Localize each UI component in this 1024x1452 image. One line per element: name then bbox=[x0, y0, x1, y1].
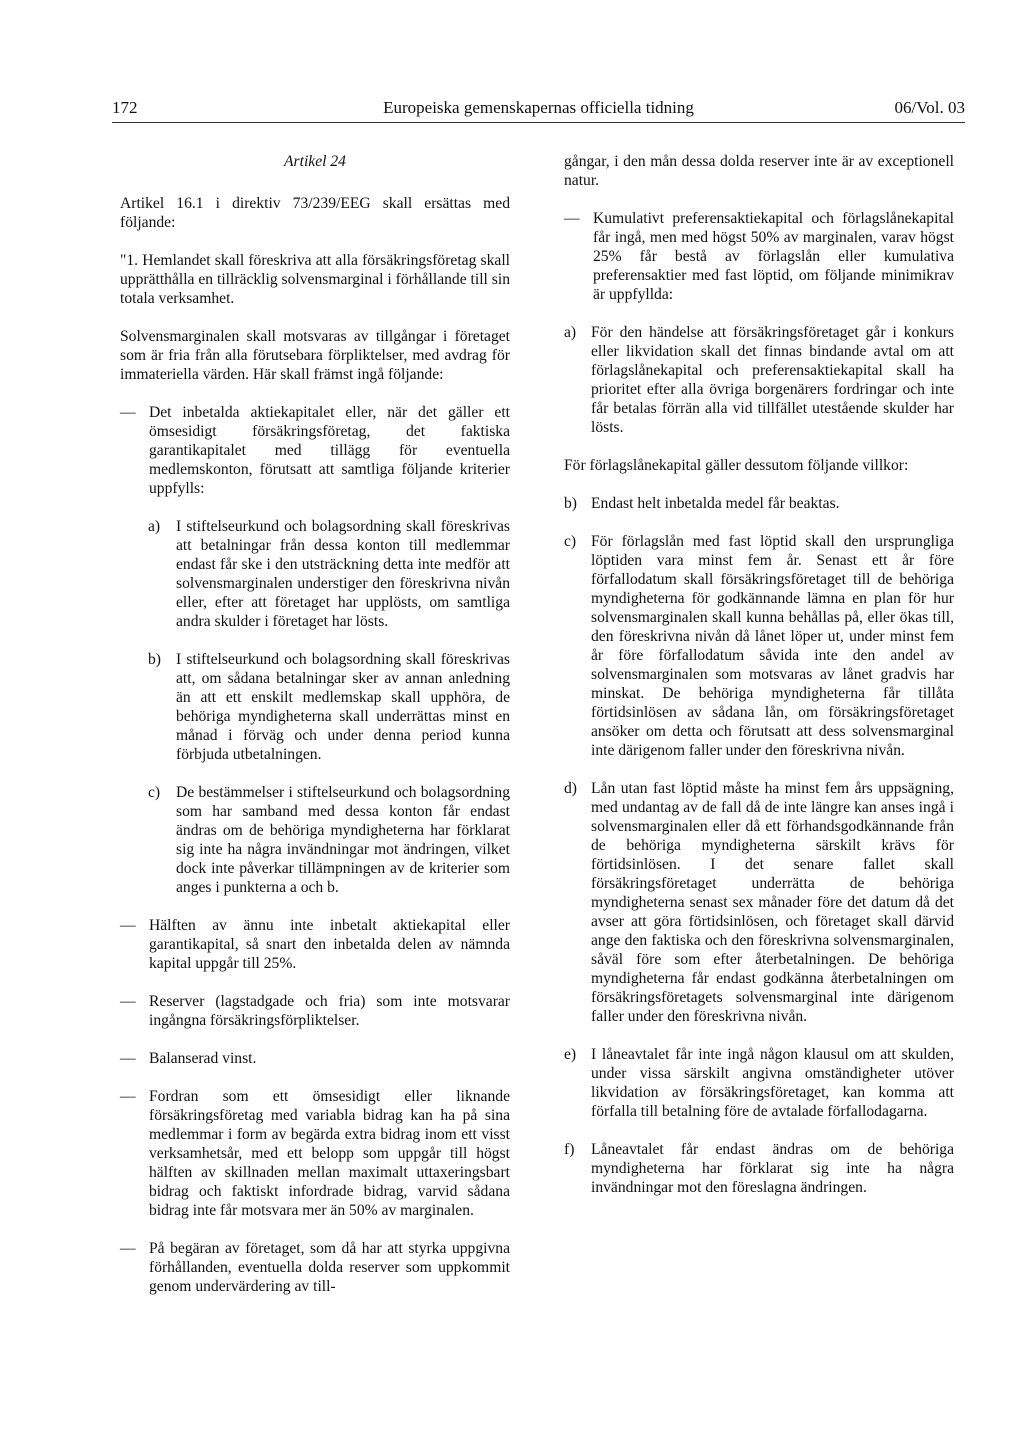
paragraph-2: Solvensmarginalen skall motsvaras av tillgångar i företaget som är fria från alla förutsebara förpliktelser, med avdrag för immateriella värden. Här skall främst ingå följande: bbox=[120, 328, 510, 383]
dash-marker: — bbox=[564, 210, 580, 227]
condition-text: I låneavtalet får inte ingå någon klausul om att skulden, under vissa särskilt angivna omständigheter utöver likvidation av försäkringsföretaget, kan komma att förfalla till betalning före de avtalade förfallodagarna. bbox=[591, 1046, 954, 1120]
condition-text: Endast helt inbetalda medel får beaktas. bbox=[591, 495, 840, 512]
journal-title: Europeiska gemenskapernas officiella tidning bbox=[383, 98, 694, 117]
list-item bbox=[120, 916, 510, 973]
list-item-text: Balanserad vinst. bbox=[149, 1050, 257, 1067]
condition-text: Lån utan fast löptid måste ha minst fem års uppsägning, med undantag av de fall då de inte längre kan anses ingå i solvensmarginalen eller då ett förhandsgodkännande från de behöriga myndigheterna särskilt krävs för förtidsinlösen. I det senare fallet skall försäkringsföretaget underrätta de behöriga myndigheterna senast sex månader före det datum då det avser att göra förtidsinlösen, och företaget skall därvid ange den faktiska och den föreskrivna solvensmarginalen, såväl före som efter återbetalningen. De behöriga myndigheterna får endast godkänna återbetalningen om försäkringsföretagets solvensmarginal inte därigenom faller under den föreskrivna nivån. bbox=[591, 780, 954, 1025]
condition-c bbox=[564, 532, 954, 760]
dash-marker: — bbox=[120, 1050, 136, 1067]
list-item bbox=[120, 992, 510, 1030]
sub-item-text: I stiftelseurkund och bolagsordning skall föreskrivas att, om sådana betalningar sker av annan anledning än att ett enskilt medlemskap skall upphöra, de behöriga myndigheterna skall underrättas minst en månad i förväg och under denna period kunna förbjuda utbetalningen. bbox=[176, 651, 510, 763]
sub-item-b bbox=[120, 650, 510, 764]
issue-number: 06/Vol. 03 bbox=[894, 98, 965, 117]
list-item bbox=[120, 403, 510, 498]
sub-item-label: a) bbox=[148, 518, 161, 535]
list-item-text: Kumulativt preferensaktiekapital och förlagslånekapital får ingå, men med högst 50% av marginalen, varav högst 25% får bestå av förlagslån eller kumulativa preferensaktier med fast löptid, om följande minimikrav är uppfyllda: bbox=[593, 210, 954, 303]
condition-label: c) bbox=[564, 533, 577, 550]
sub-item-text: I stiftelseurkund och bolagsordning skall föreskrivas att betalningar från dessa konton till medlemmar endast får ske i den utsträckning detta inte medför att solvensmarginalen understiger den föreskrivna nivån eller, efter att företaget har upplösts, om samtliga andra skulder i företaget har lösts. bbox=[176, 518, 510, 630]
article-heading: Artikel 24 bbox=[284, 153, 346, 170]
list-item-text: Reserver (lagstadgade och fria) som inte motsvarar ingångna försäkringsförpliktelser. bbox=[149, 993, 510, 1029]
sub-item-text: De bestämmelser i stiftelseurkund och bolagsordning som har samband med dessa konton får endast ändras om de behöriga myndigheterna har förklarat sig inte ha några invändningar mot ändringen, vilket dock inte påverkar tillämpningen av de kriterier som anges i punkterna a och b. bbox=[176, 784, 510, 896]
sub-item-label: b) bbox=[148, 651, 161, 668]
condition-e bbox=[564, 1045, 954, 1121]
condition-label: f) bbox=[564, 1141, 575, 1158]
condition-a bbox=[564, 323, 954, 437]
list-item bbox=[120, 1087, 510, 1220]
condition-label: d) bbox=[564, 780, 577, 797]
condition-text: Låneavtalet får endast ändras om de behöriga myndigheterna har förklarat sig inte ha några invändningar mot den föreslagna ändringen. bbox=[591, 1141, 954, 1196]
condition-text: För den händelse att försäkringsföretaget går i konkurs eller likvidation skall det finnas bindande avtal om att förlagslånekapital och preferensaktiekapital skall ha prioritet efter alla övriga borgenärers fordringar och inte får betalas förrän alla vid tillfället utestående skulder har lösts. bbox=[591, 324, 954, 436]
condition-d bbox=[564, 779, 954, 1026]
condition-label: a) bbox=[564, 324, 577, 341]
list-item-text: Det inbetalda aktiekapitalet eller, när det gäller ett ömsesidigt försäkringsföretag, det faktiska garantikapitalet med tillägg för eventuella medlemskonton, förutsatt att samtliga följande kriterier uppfylls: bbox=[149, 404, 510, 497]
page-number: 172 bbox=[112, 98, 138, 117]
list-item bbox=[120, 1049, 510, 1068]
dash-marker: — bbox=[120, 993, 136, 1010]
article-intro: Artikel 16.1 i direktiv 73/239/EEG skall ersättas med följande: bbox=[120, 195, 510, 231]
dash-marker: — bbox=[120, 1088, 136, 1105]
condition-label: b) bbox=[564, 495, 577, 512]
paragraph-1: "1. Hemlandet skall föreskriva att alla försäkringsföretag skall upprätthålla en tillräcklig solvensmarginal i förhållande till sin totala verksamhet. bbox=[120, 252, 510, 307]
condition-text: För förlagslån med fast löptid skall den ursprungliga löptiden vara minst fem år. Senast ett år före förfallodatum skall försäkringsföretaget till de behöriga myndigheterna för godkännande lämna en plan för hur solvensmarginalen skall kunna behållas på, eller ökas till, den föreskrivna nivån då lånet löper ut, under minst fem år före förfallodatum såvida inte den andel av solvensmarginalen som motsvaras av lånet gradvis har minskat. De behöriga myndigheterna får tillåta förtidsinlösen av sådana lån, om försäkringsföretaget ansöker om detta och förutsatt att dess solvensmarginal inte därigenom faller under den föreskrivna nivån. bbox=[591, 533, 954, 759]
continuation-text: gångar, i den mån dessa dolda reserver inte är av exceptionell natur. bbox=[564, 153, 954, 189]
condition-label: e) bbox=[564, 1046, 577, 1063]
list-item-text: Hälften av ännu inte inbetalt aktiekapital eller garantikapital, så snart den inbetalda delen av nämnda kapital uppgår till 25%. bbox=[149, 917, 510, 972]
dash-marker: — bbox=[120, 917, 136, 934]
list-item bbox=[564, 209, 954, 304]
sub-item-label: c) bbox=[148, 784, 161, 801]
page-header bbox=[112, 98, 965, 123]
list-item bbox=[120, 1239, 510, 1296]
sub-item-c bbox=[120, 783, 510, 897]
condition-b bbox=[564, 494, 954, 513]
right-column bbox=[564, 152, 954, 1216]
list-item-text: Fordran som ett ömsesidigt eller liknande försäkringsföretag med variabla bidrag kan ha på sina medlemmar i form av begärda extra bidrag inom ett visst verksamhetsår, med ett belopp som uppgår till högst hälften av skillnaden mellan maximalt uttaxeringsbart bidrag och faktiskt infordrade bidrag, varvid sådana bidrag inte får motsvara mer än 50% av marginalen. bbox=[149, 1088, 510, 1219]
left-column bbox=[120, 152, 510, 1315]
list-item-text: På begäran av företaget, som då har att styrka uppgivna förhållanden, eventuella dolda reserver som uppkommit genom undervärdering av till- bbox=[149, 1240, 510, 1295]
dash-marker: — bbox=[120, 1240, 136, 1257]
condition-f bbox=[564, 1140, 954, 1197]
dash-marker: — bbox=[120, 404, 136, 421]
loan-conditions-intro: För förlagslånekapital gäller dessutom följande villkor: bbox=[564, 457, 909, 474]
sub-item-a bbox=[120, 517, 510, 631]
